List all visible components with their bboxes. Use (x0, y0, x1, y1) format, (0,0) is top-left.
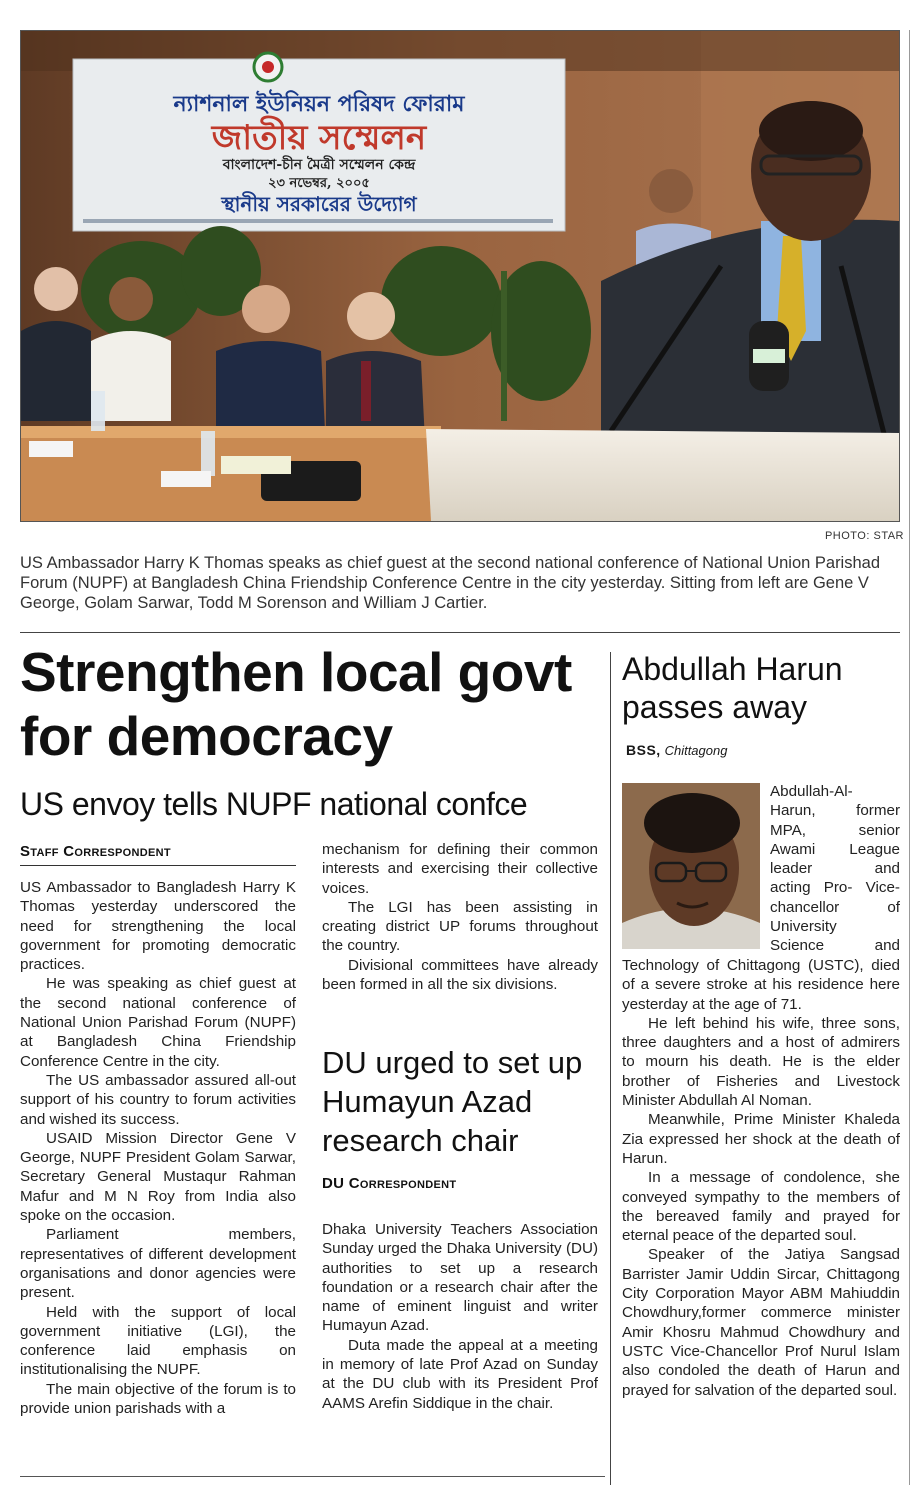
paragraph: USAID Mission Director Gene V George, NUPF President Golam Sarwar, Secretary General Mustaqur Rahman Mafur and M N Roy from India also spoke on the occasion. (20, 1129, 296, 1225)
obituary-headline-line: passes away (622, 689, 807, 725)
wrapped-line: MPA, senior (770, 821, 900, 839)
dateline-place: Chittagong (664, 743, 728, 758)
banner-line-1: ন্যাশনাল ইউনিয়ন পরিষদ ফোরাম (173, 91, 465, 117)
paragraph: US Ambassador to Bangladesh Harry K Thomas yesterday underscored the need for strengthening the local government for promoting democratic practices. (20, 879, 296, 974)
banner-line-5: স্থানীয় সরকারের উদ্যোগ (221, 192, 417, 216)
byline-divider (20, 865, 296, 866)
banner-line-4: ২৩ নভেম্বর, ২০০৫ (268, 176, 370, 191)
podium (426, 429, 899, 521)
obituary-wrapped-lines (770, 782, 900, 956)
banner-line-2: জাতীয় সম্মেলন (211, 118, 427, 158)
wrapped-line: leader and (770, 860, 900, 878)
paragraph: Parliament members, representatives of different development organisations and donor agencies were present. (20, 1226, 296, 1302)
main-byline: Staff Correspondent (20, 843, 171, 860)
main-headline-line: for democracy (20, 705, 393, 767)
obituary-headline-line: Abdullah Harun (622, 651, 843, 687)
paragraph: The LGI has been assisting in creating district UP forums throughout the country. (322, 898, 598, 955)
paragraph: Duta made the appeal at a meeting in memory of late Prof Azad on Sunday at the DU club with its President Prof AAMS Arefin Siddique in the chair. (322, 1336, 598, 1412)
paragraph: He left behind his wife, three sons, three daughters and a host of admirers to mourn his death. He is the elder brother of Fisheries and Livestock Minister Abdullah Al Noman. (622, 1014, 900, 1110)
paragraph: mechanism for defining their common interests and exercising their collective voices. (322, 841, 598, 897)
conference-banner (73, 53, 565, 231)
wrapped-line: University (770, 918, 837, 936)
obituary-headline (622, 650, 907, 726)
du-headline-line: research chair (322, 1123, 519, 1158)
main-headline (20, 640, 605, 768)
main-story-column-1 (20, 878, 296, 1418)
photo-credit: PHOTO: STAR (824, 530, 904, 542)
photo-caption: US Ambassador Harry K Thomas speaks as chief guest at the second national conference of National Union Parishad Forum (NUPF) at Bangladesh China Friendship Conference Centre in the city yesterday. Sitting from left are Gene V George, Golam Sarwar, Todd M Sorenson and William J Cartier. (20, 554, 881, 612)
paragraph: The US ambassador assured all-out support of his country to forum activities and wished its success. (20, 1071, 296, 1128)
name-plate (161, 471, 211, 487)
paragraph: Divisional committees have already been formed in all the six divisions. (322, 956, 598, 994)
paragraph: Held with the support of local government initiative (LGI), the conference laid emphasis on institutionalising the NUPF. (20, 1303, 296, 1379)
paragraph: Dhaka University Teachers Association Sunday urged the Dhaka University (DU) authorities to set up a research foundation or a research chair after the name of eminent linguist and writer Humayun Azad. (322, 1221, 598, 1335)
portrait-image (622, 783, 760, 949)
paragraph: Speaker of the Jatiya Sangsad Barrister Jamir Uddin Sircar, Chittagong City Corporation Mayor ABM Mahiuddin Chowdhury,former commerce minister Amir Khosru Mahmud Chowdhury and USTC Vice-Chancellor Prof Nurul Islam also condoled the death of Harun and prayed for salvation of the departed soul. (622, 1246, 900, 1399)
wrapped-line: Abdullah-Al- (770, 783, 853, 800)
du-byline: DU Correspondent (322, 1175, 457, 1192)
obituary-byline (626, 742, 727, 758)
paragraph: Technology of Chittagong (USTC), died of a severe stroke at his residence here yesterday at the age of 71. (622, 957, 900, 1013)
main-story-column-2 (322, 840, 598, 994)
bottom-divider (20, 1476, 605, 1477)
column-divider (610, 652, 611, 1485)
paragraph: In a message of condolence, she conveyed sympathy to the members of the bereaved family and prayed for eternal peace of the departed soul. (622, 1169, 900, 1245)
du-headline (322, 1043, 607, 1160)
obituary-body (622, 956, 900, 1400)
wrapped-line: Science and (770, 937, 900, 955)
wrapped-line: acting Pro- Vice- (770, 879, 900, 897)
caption-divider (20, 632, 900, 633)
main-headline-line: Strengthen local govt (20, 641, 572, 703)
main-subhead: US envoy tells NUPF national confce (20, 786, 528, 822)
paragraph: The main objective of the forum is to provide union parishads with a (20, 1380, 296, 1418)
portrait-photo (622, 783, 760, 949)
page-edge-rule (909, 30, 910, 1485)
du-headline-line: Humayun Azad (322, 1084, 533, 1119)
news-agency: BSS, (626, 742, 661, 758)
banner-line-3: বাংলাদেশ-চীন মৈত্রী সম্মেলন কেন্দ্র (222, 157, 416, 173)
paragraph: He was speaking as chief guest at the second national conference of National Union Parishad Forum (NUPF) at Bangladesh China Friendship Conference Centre in the city. (20, 975, 296, 1070)
du-headline-line: DU urged to set up (322, 1045, 583, 1080)
du-story-body (322, 1220, 598, 1413)
wrapped-line: Harun, former (770, 802, 900, 820)
wrapped-line: Awami League (770, 840, 900, 858)
wrapped-line: chancellor of (770, 898, 900, 916)
paragraph: Meanwhile, Prime Minister Khaleda Zia expressed her shock at the death of Harun. (622, 1111, 900, 1167)
name-plate (29, 441, 73, 457)
conference-scene (21, 31, 899, 521)
news-photo (20, 30, 900, 522)
